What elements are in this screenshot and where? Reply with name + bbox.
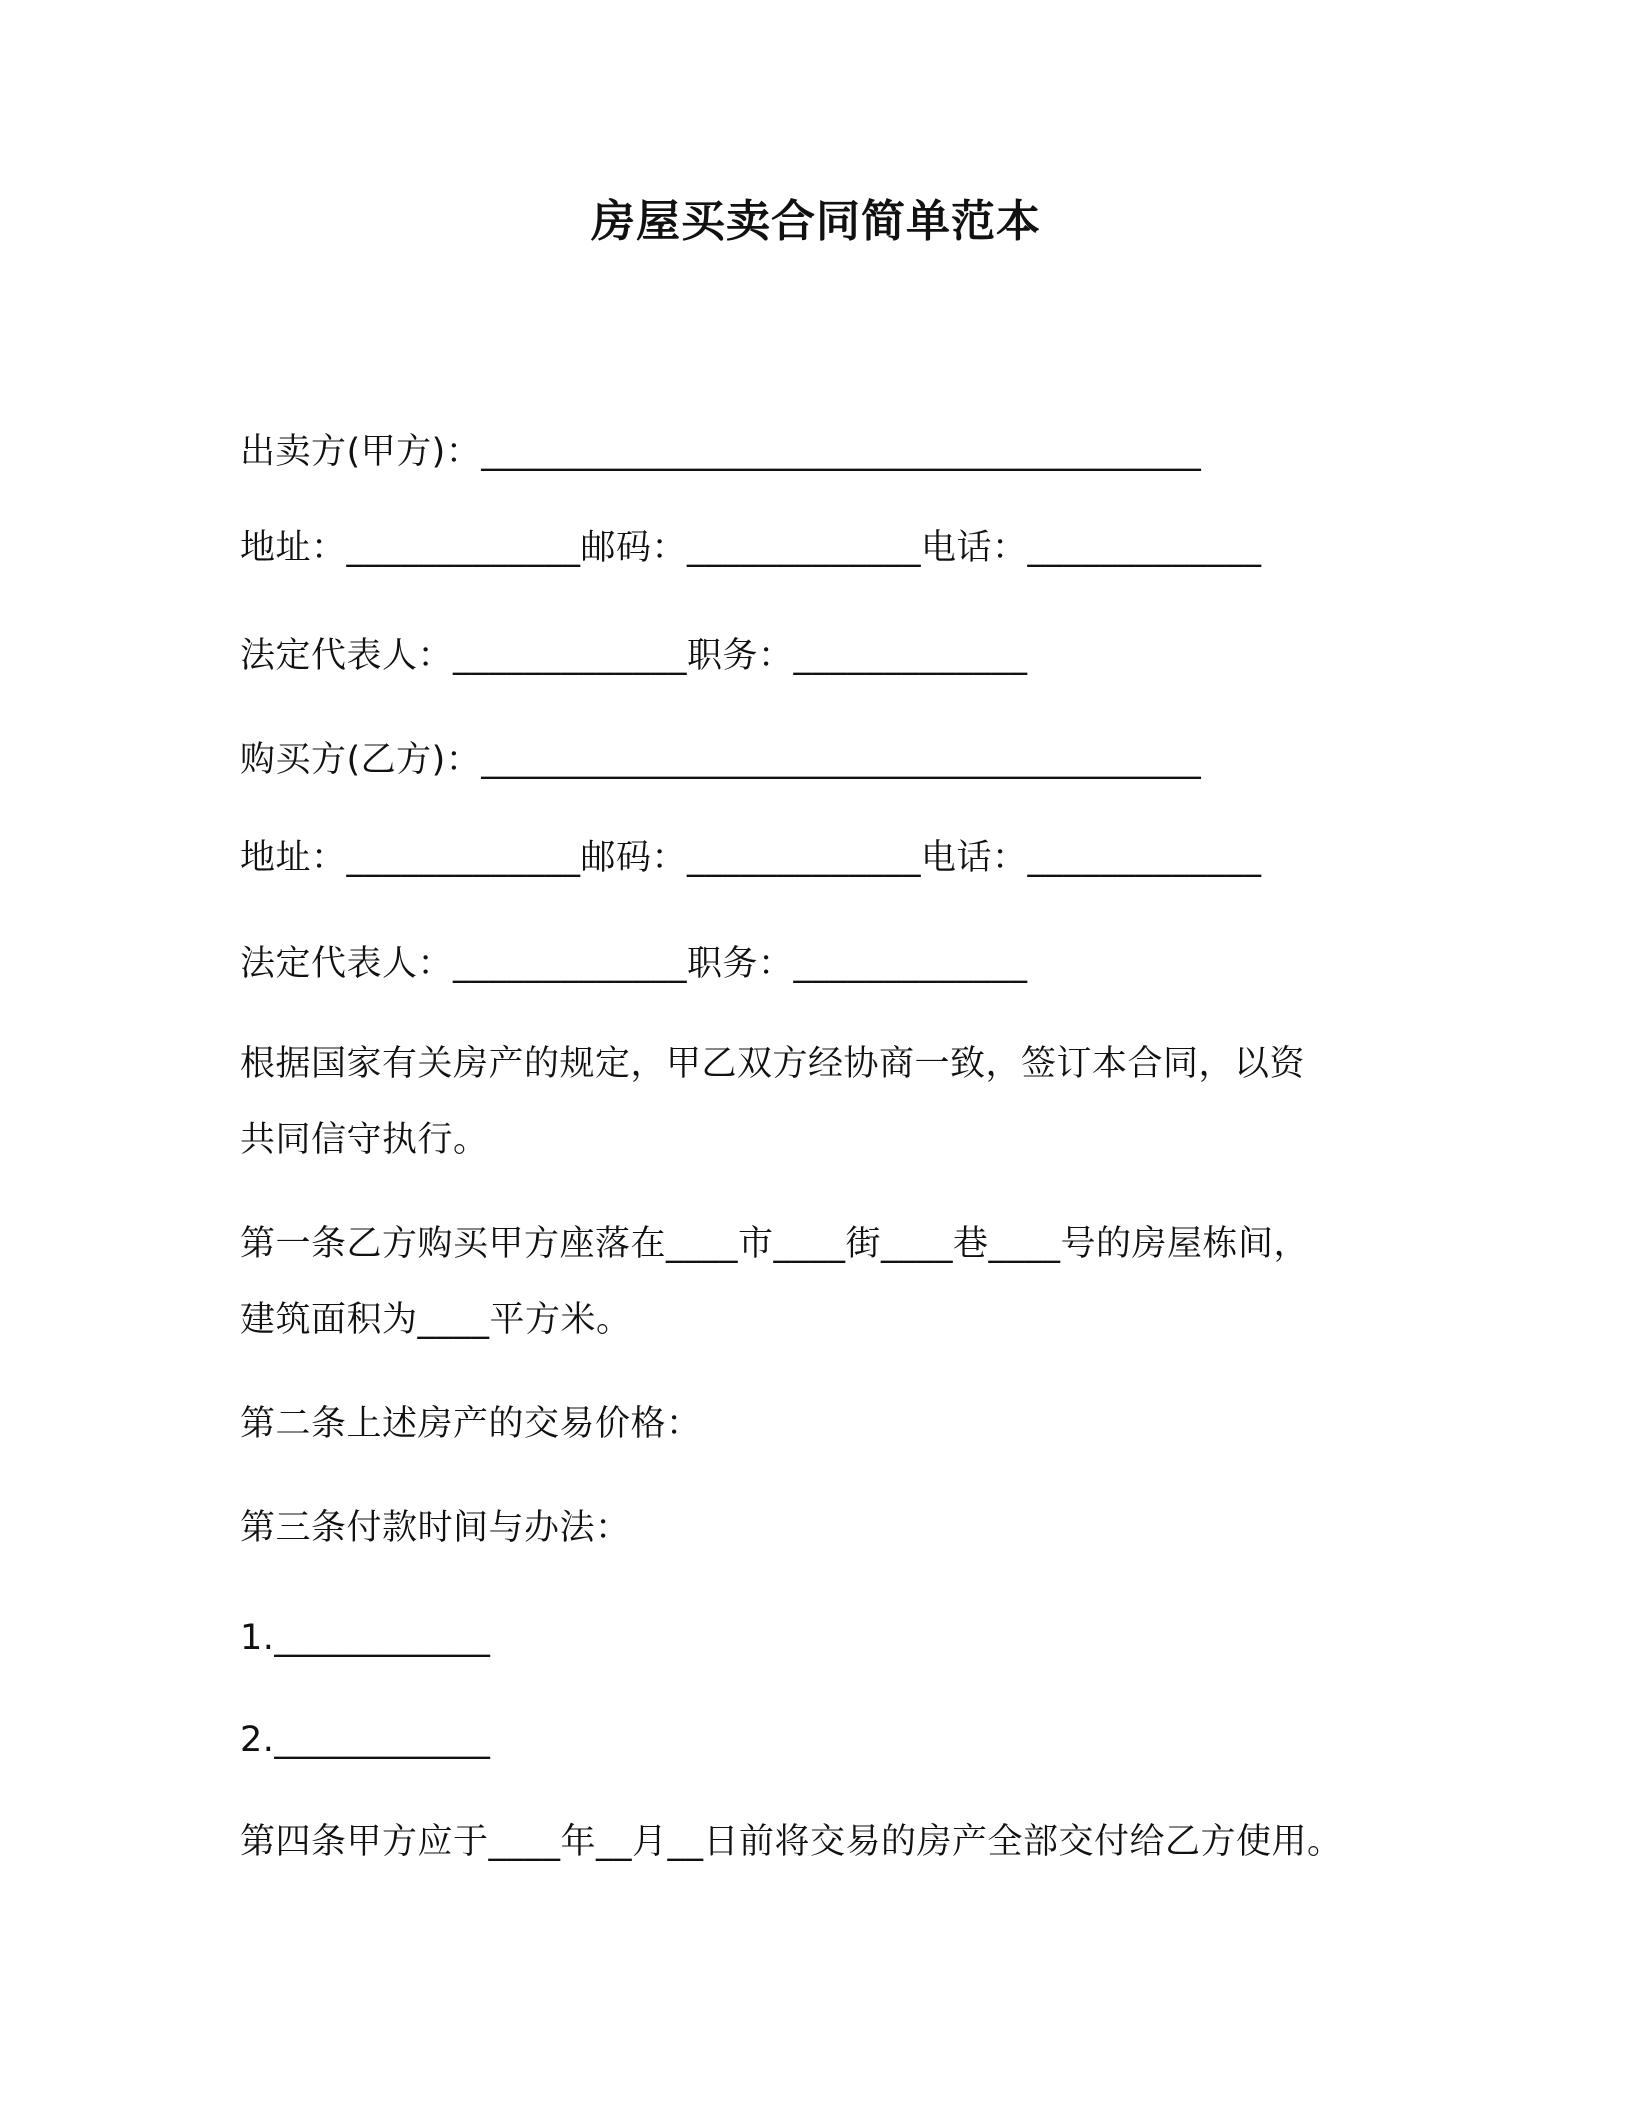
payment-item-1: 1.____________	[240, 1618, 491, 1658]
article-3-line: 第三条付款时间与办法：	[240, 1508, 631, 1548]
seller-representative-line: 法定代表人：_____________职务：_____________	[240, 636, 1028, 676]
document-title: 房屋买卖合同简单范本	[591, 196, 1041, 247]
article-1-line-2: 建筑面积为____平方米。	[240, 1300, 632, 1340]
payment-item-2: 2.____________	[240, 1720, 491, 1760]
preamble-line-1: 根据国家有关房产的规定，甲乙双方经协商一致，签订本合同，以资	[240, 1044, 1306, 1084]
article-4-line: 第四条甲方应于____年__月__日前将交易的房产全部交付给乙方使用。	[240, 1822, 1343, 1862]
article-1-line-1: 第一条乙方购买甲方座落在____市____街____巷____号的房屋栋间，	[240, 1224, 1310, 1264]
seller-address-line: 地址：_____________邮码：_____________电话：_____________	[240, 528, 1262, 568]
article-2-line: 第二条上述房产的交易价格：	[240, 1404, 702, 1444]
buyer-party-line: 购买方(乙方)：________________________________________	[240, 740, 1202, 780]
buyer-representative-line: 法定代表人：_____________职务：_____________	[240, 944, 1028, 984]
seller-party-line: 出卖方(甲方)：________________________________________	[240, 432, 1202, 472]
buyer-address-line: 地址：_____________邮码：_____________电话：_____________	[240, 838, 1262, 878]
preamble-line-2: 共同信守执行。	[240, 1120, 489, 1160]
